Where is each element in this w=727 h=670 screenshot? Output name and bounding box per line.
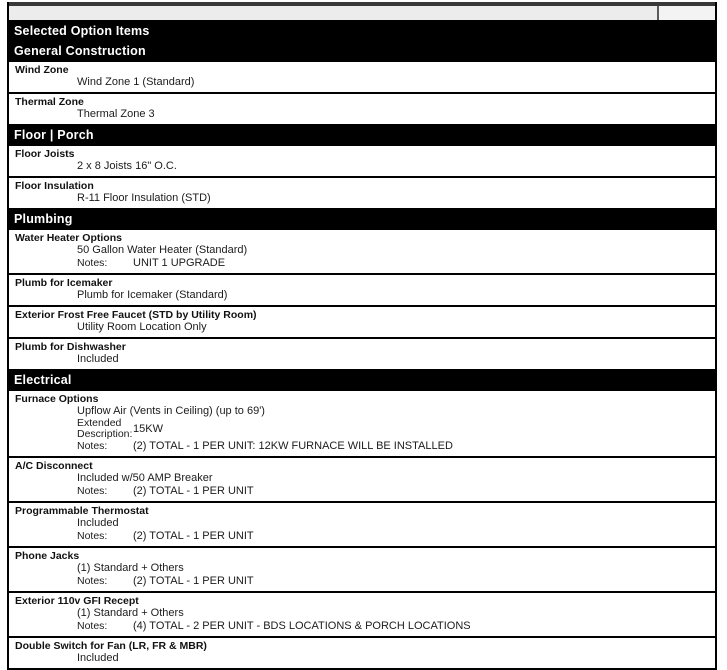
item-title: Plumb for Icemaker: [15, 277, 113, 289]
item-notes-value: (4) TOTAL - 2 PER UNIT - BDS LOCATIONS & PORCH LOCATIONS: [133, 620, 471, 632]
section-items: [9, 391, 715, 668]
option-sheet-document: [7, 2, 717, 670]
option-item-row: [9, 178, 715, 210]
item-description: Wind Zone 1 (Standard): [77, 76, 195, 88]
item-description: (1) Standard + Others: [77, 562, 184, 574]
item-extended-value: 15KW: [133, 422, 163, 435]
item-title: Thermal Zone: [15, 96, 84, 108]
item-title: Water Heater Options: [15, 232, 122, 244]
item-title: Wind Zone: [15, 64, 69, 76]
item-notes-value: (2) TOTAL - 1 PER UNIT: [133, 530, 254, 542]
section-header: [9, 210, 715, 230]
item-title: Exterior Frost Free Faucet (STD by Utility Room): [15, 309, 257, 321]
option-item-row: [9, 230, 715, 275]
option-item-row: [9, 275, 715, 307]
item-notes-label: Notes:: [77, 257, 108, 269]
item-title: Double Switch for Fan (LR, FR & MBR): [15, 640, 207, 652]
document-title: Selected Option Items: [9, 20, 715, 42]
item-notes-row: [77, 485, 715, 498]
item-notes-value: (2) TOTAL - 1 PER UNIT: [133, 485, 254, 497]
option-item-row: [9, 339, 715, 371]
sections-container: [9, 42, 715, 668]
section-title: Plumbing: [14, 212, 73, 226]
item-description: Included: [77, 652, 119, 664]
item-description: R-11 Floor Insulation (STD): [77, 192, 211, 204]
item-title: Programmable Thermostat: [15, 505, 149, 517]
item-extended-label: Extended Description:: [77, 417, 133, 440]
item-notes-label: Notes:: [77, 530, 108, 542]
item-notes-row: [77, 530, 715, 543]
section-title: Floor | Porch: [14, 128, 94, 142]
option-item-row: [9, 638, 715, 668]
section-items: [9, 230, 715, 371]
option-section: [9, 371, 715, 668]
item-notes-label: Notes:: [77, 440, 108, 452]
item-notes-row: [77, 440, 715, 453]
top-header-strip: [9, 2, 715, 20]
option-item-row: [9, 146, 715, 178]
item-description: (1) Standard + Others: [77, 607, 184, 619]
top-strip-left-cell: [9, 6, 657, 20]
option-item-row: [9, 593, 715, 638]
item-description: Utility Room Location Only: [77, 321, 207, 333]
top-strip-right-cell: [657, 6, 715, 20]
item-notes-row: [77, 257, 715, 270]
item-title: Phone Jacks: [15, 550, 80, 562]
item-notes-value: (2) TOTAL - 1 PER UNIT: 12KW FURNACE WILL BE INSTALLED: [133, 440, 453, 452]
option-item-row: [9, 94, 715, 126]
section-header: [9, 126, 715, 146]
item-notes-label: Notes:: [77, 575, 108, 587]
option-section: [9, 210, 715, 371]
item-title: Floor Insulation: [15, 180, 94, 192]
item-notes-value: UNIT 1 UPGRADE: [133, 257, 226, 269]
section-header: [9, 42, 715, 62]
section-title: Electrical: [14, 373, 72, 387]
option-item-row: [9, 458, 715, 503]
option-item-row: [9, 307, 715, 339]
item-title: A/C Disconnect: [15, 460, 93, 472]
item-description: Included w/50 AMP Breaker: [77, 472, 213, 484]
item-notes-label: Notes:: [77, 620, 108, 632]
item-title: Floor Joists: [15, 148, 75, 160]
option-section: [9, 42, 715, 126]
section-header: [9, 371, 715, 391]
item-description: 50 Gallon Water Heater (Standard): [77, 244, 248, 256]
option-item-row: [9, 503, 715, 548]
item-title: Furnace Options: [15, 393, 99, 405]
item-description: Included: [77, 517, 119, 529]
item-description: Thermal Zone 3: [77, 108, 155, 120]
item-description: Upflow Air (Vents in Ceiling) (up to 69'): [77, 405, 265, 417]
item-notes-label: Notes:: [77, 485, 108, 497]
option-item-row: [9, 548, 715, 593]
item-title: Exterior 110v GFI Recept: [15, 595, 139, 607]
item-extended-row: [77, 418, 715, 440]
item-notes-value: (2) TOTAL - 1 PER UNIT: [133, 575, 254, 587]
option-item-row: [9, 62, 715, 94]
item-description: 2 x 8 Joists 16" O.C.: [77, 160, 177, 172]
option-item-row: [9, 391, 715, 458]
item-title: Plumb for Dishwasher: [15, 341, 126, 353]
item-notes-row: [77, 620, 715, 633]
section-items: [9, 62, 715, 126]
section-items: [9, 146, 715, 210]
option-section: [9, 126, 715, 210]
item-description: Included: [77, 353, 119, 365]
item-description: Plumb for Icemaker (Standard): [77, 289, 228, 301]
item-notes-row: [77, 575, 715, 588]
section-title: General Construction: [14, 44, 146, 58]
